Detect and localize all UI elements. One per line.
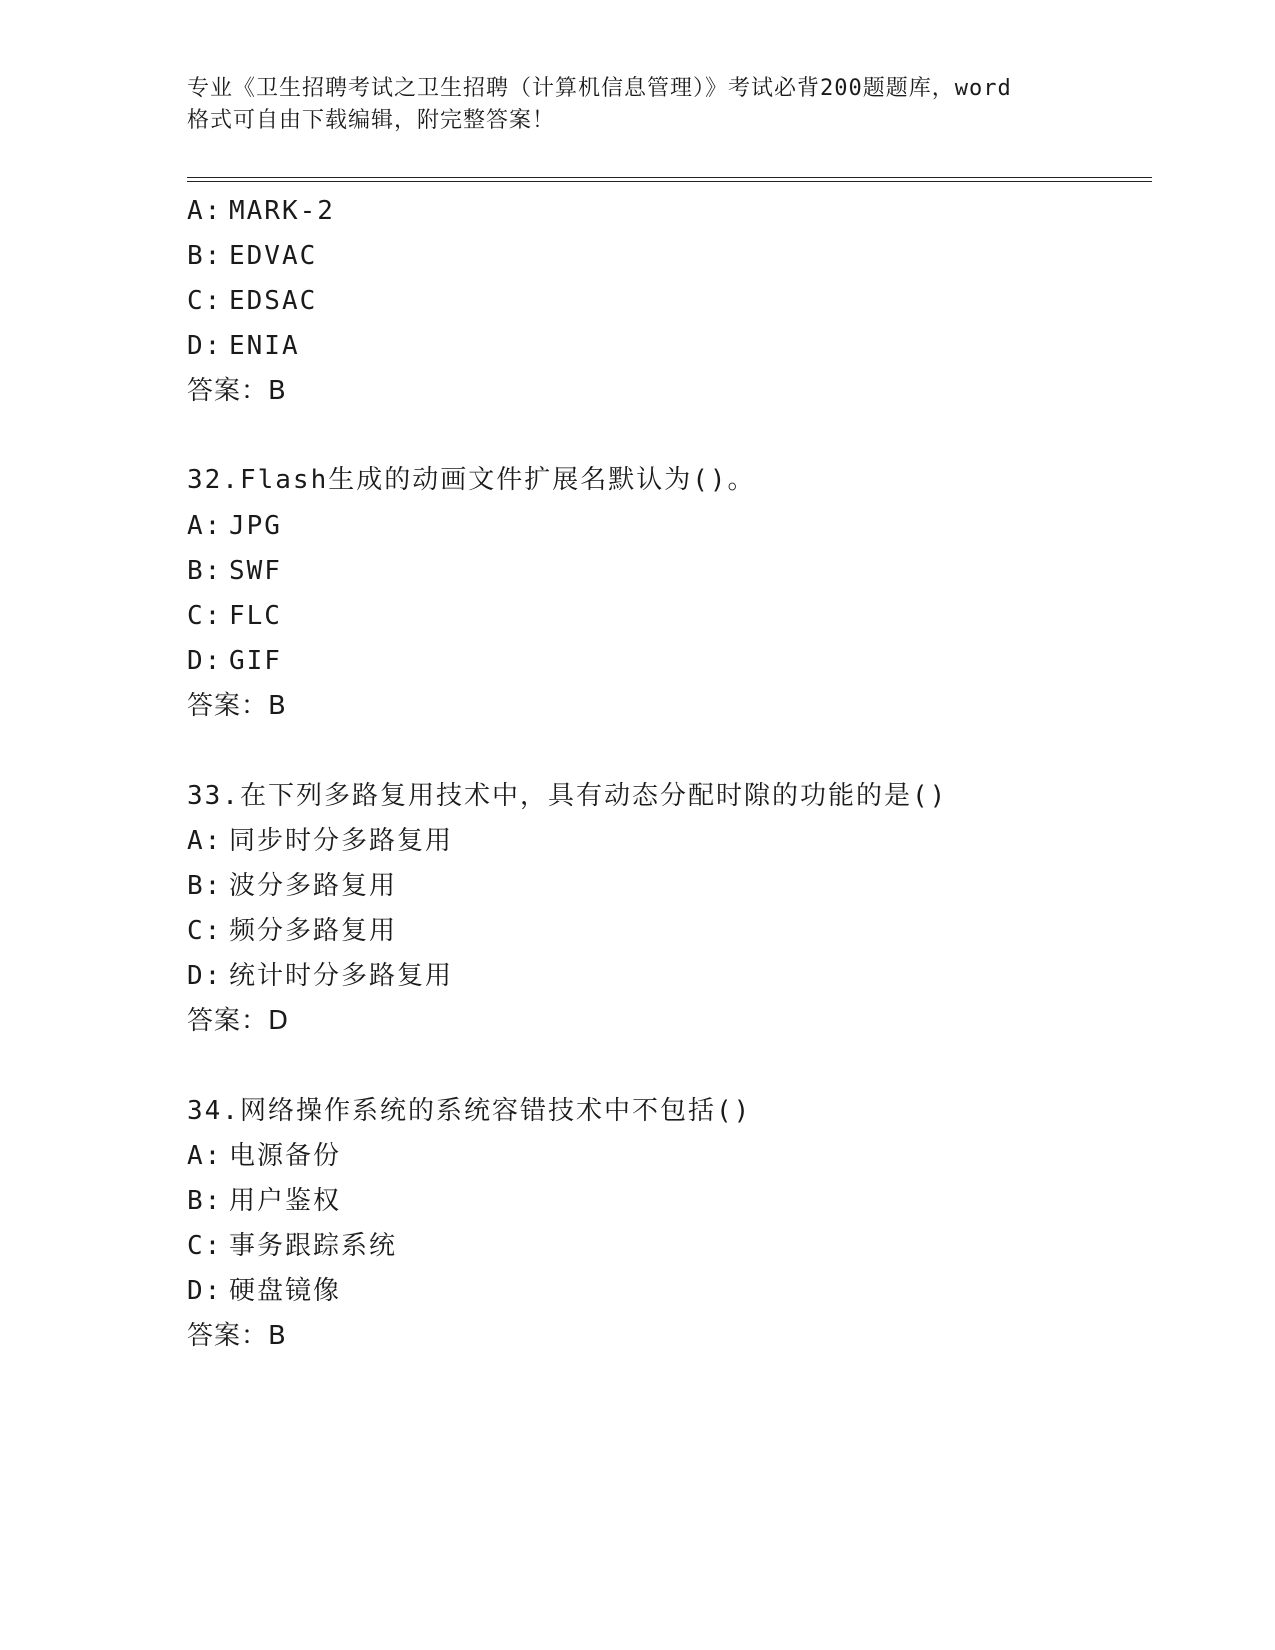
q34-option-d (187, 1275, 341, 1307)
document-header (187, 73, 1087, 137)
option-label: D: (187, 1276, 223, 1306)
option-text: 硬盘镜像 (229, 1276, 342, 1306)
header-line-1: 专业《卫生招聘考试之卫生招聘（计算机信息管理）》考试必背200题题库，word (187, 76, 1012, 101)
q33-answer: 答案：D (187, 1006, 290, 1036)
option-label: B: (187, 1186, 223, 1216)
option-text: GIF (229, 646, 282, 676)
option-text: EDSAC (229, 286, 318, 316)
q34-option-c (187, 1230, 397, 1262)
option-text: 事务跟踪系统 (229, 1231, 398, 1261)
option-text: 电源备份 (229, 1141, 342, 1171)
q32-question: 32.Flash生成的动画文件扩展名默认为()。 (187, 465, 756, 495)
q31-option-b (187, 240, 317, 272)
option-text: SWF (229, 556, 282, 586)
q31-option-d (187, 330, 300, 362)
option-label: A: (187, 196, 223, 226)
q32-option-a (187, 510, 282, 542)
q31-option-a (187, 195, 335, 227)
q33-option-a (187, 825, 453, 857)
option-label: D: (187, 961, 223, 991)
q31-answer: 答案：B (187, 376, 287, 406)
header-divider-bottom (187, 181, 1152, 182)
q34-answer: 答案：B (187, 1321, 287, 1351)
option-text: 同步时分多路复用 (229, 826, 454, 856)
q33-option-b (187, 870, 397, 902)
option-label: B: (187, 871, 223, 901)
option-label: A: (187, 511, 223, 541)
option-label: D: (187, 331, 223, 361)
q32-option-b (187, 555, 282, 587)
option-label: C: (187, 1231, 223, 1261)
header-line-2: 格式可自由下载编辑，附完整答案！ (187, 108, 556, 133)
option-label: C: (187, 286, 223, 316)
option-text: 统计时分多路复用 (229, 961, 454, 991)
q34-option-a (187, 1140, 341, 1172)
option-text: ENIA (229, 331, 300, 361)
option-label: C: (187, 916, 223, 946)
q34-question: 34.网络操作系统的系统容错技术中不包括() (187, 1096, 752, 1126)
option-text: 波分多路复用 (229, 871, 398, 901)
option-label: D: (187, 646, 223, 676)
q32-answer: 答案：B (187, 691, 287, 721)
option-label: C: (187, 601, 223, 631)
q34-option-b (187, 1185, 341, 1217)
option-text: 频分多路复用 (229, 916, 398, 946)
option-label: B: (187, 241, 223, 271)
q33-question: 33.在下列多路复用技术中，具有动态分配时隙的功能的是() (187, 781, 948, 811)
option-text: MARK-2 (229, 196, 335, 226)
option-text: EDVAC (229, 241, 318, 271)
q33-option-c (187, 915, 397, 947)
option-text: JPG (229, 511, 282, 541)
option-text: FLC (229, 601, 282, 631)
option-label: A: (187, 1141, 223, 1171)
q32-option-c (187, 600, 282, 632)
option-text: 用户鉴权 (229, 1186, 342, 1216)
q31-option-c (187, 285, 317, 317)
q33-option-d (187, 960, 453, 992)
header-divider-top (187, 177, 1152, 178)
option-label: A: (187, 826, 223, 856)
q32-option-d (187, 645, 282, 677)
option-label: B: (187, 556, 223, 586)
